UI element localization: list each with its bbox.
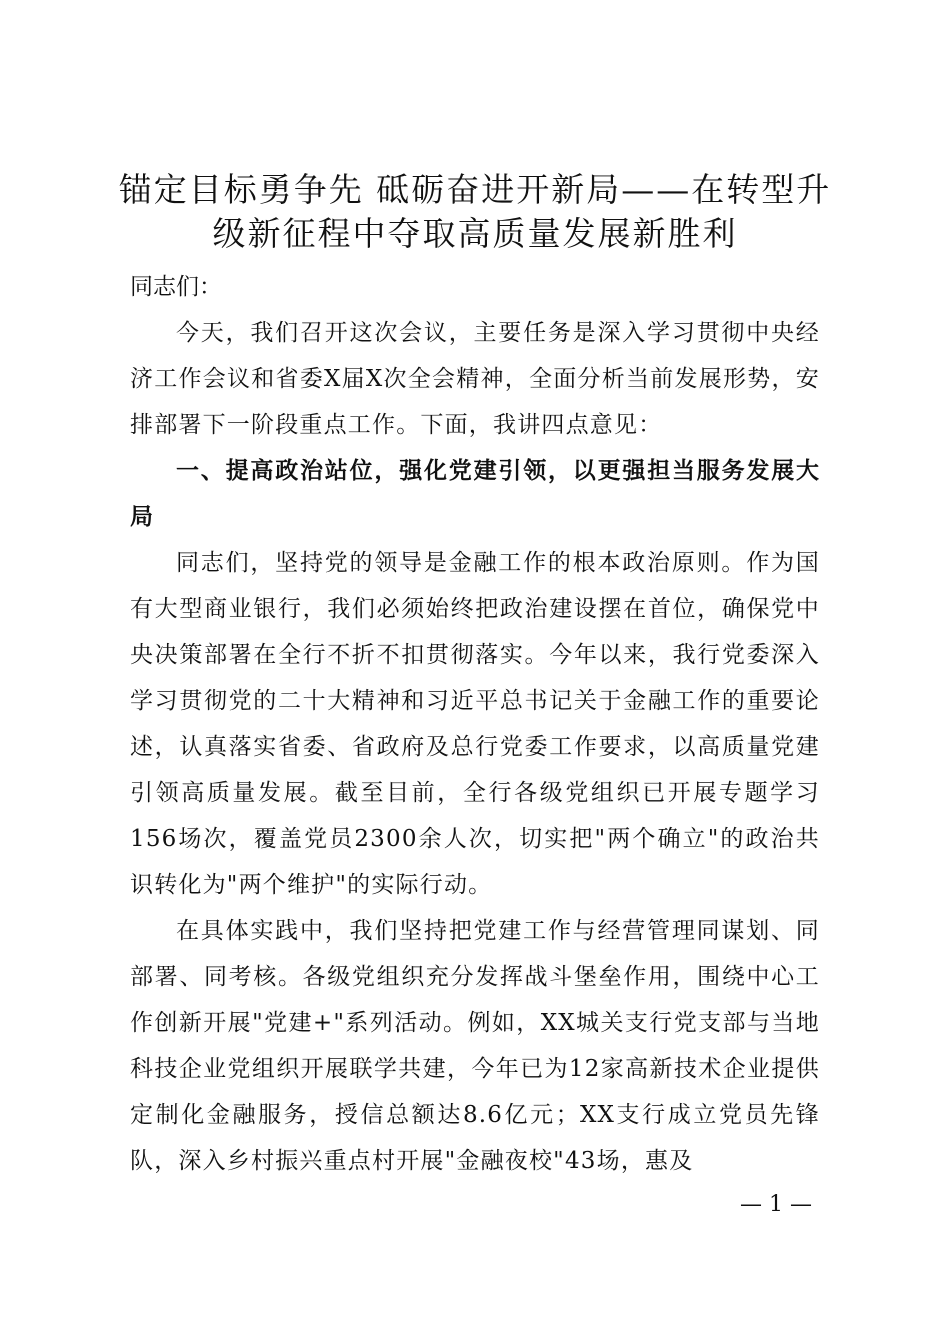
- intro-paragraph: 今天，我们召开这次会议，主要任务是深入学习贯彻中央经济工作会议和省委X届X次全会精神，全面分析当前发展形势，安排部署下一阶段重点工作。下面，我讲四点意见：: [130, 320, 820, 438]
- salutation: 同志们：: [130, 274, 222, 300]
- section-heading: 一、提高政治站位，强化党建引领，以更强担当服务发展大局: [130, 458, 820, 530]
- body-paragraph-2: 在具体实践中，我们坚持把党建工作与经营管理同谋划、同部署、同考核。各级党组织充分发挥战斗堡垒作用，围绕中心工作创新开展"党建+"系列活动。例如，XX城关支行党支部与当地科技企业党组织开展联学共建，今年已为12家高新技术企业提供定制化金融服务，授信总额达8.6亿元；XX支行成立党员先锋队，深入乡村振兴重点村开展"金融夜校"43场，惠及: [130, 918, 820, 1174]
- document-title: 锚定目标勇争先 砥砺奋进开新局——在转型升级新征程中夺取高质量发展新胜利: [118, 170, 832, 253]
- body-paragraph-1: 同志们，坚持党的领导是金融工作的根本政治原则。作为国有大型商业银行，我们必须始终把政治建设摆在首位，确保党中央决策部署在全行不折不扣贯彻落实。今年以来，我行党委深入学习贯彻党的二十大精神和习近平总书记关于金融工作的重要论述，认真落实省委、省政府及总行党委工作要求，以高质量党建引领高质量发展。截至目前，全行各级党组织已开展专题学习156场次，覆盖党员2300余人次，切实把"两个确立"的政治共识转化为"两个维护"的实际行动。: [130, 550, 820, 898]
- page-number: — 1 —: [740, 1192, 812, 1217]
